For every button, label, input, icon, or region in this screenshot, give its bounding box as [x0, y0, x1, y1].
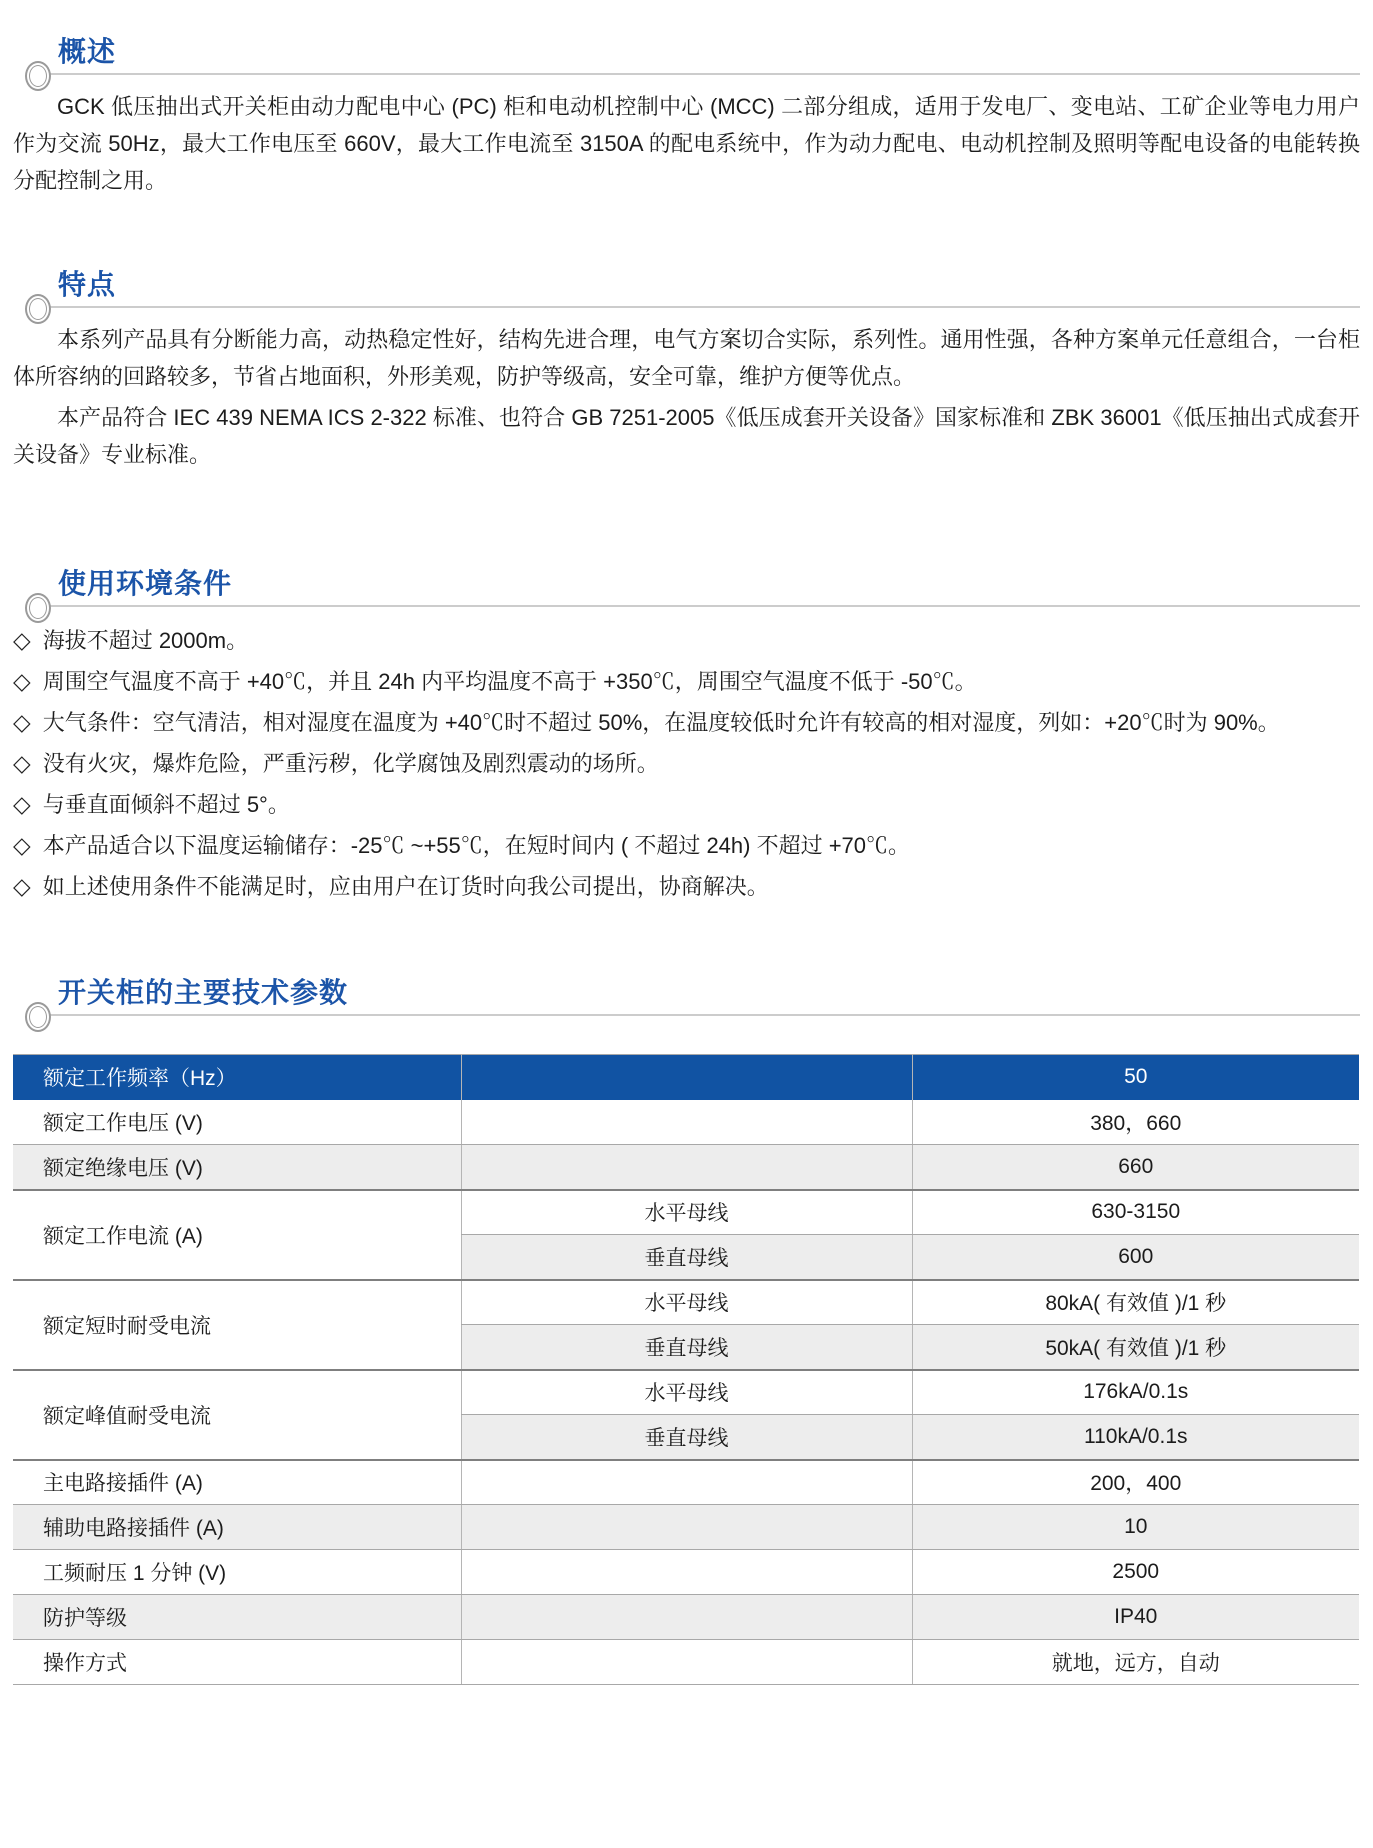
- table-row-aux-plug: [13, 1505, 1359, 1550]
- diamond-bullet-icon: ◇: [13, 750, 31, 776]
- environment-list: [13, 620, 1360, 907]
- table-row-shorttime-horizontal: [13, 1280, 1359, 1325]
- param-label-cell: 工频耐压 1 分钟 (V): [13, 1550, 461, 1595]
- param-value-cell: 176kA/0.1s: [912, 1370, 1359, 1415]
- environment-header: [13, 558, 1360, 606]
- environment-item-text: 大气条件：空气清洁，相对湿度在温度为 +40℃时不超过 50%，在温度较低时允许有较高的相对湿度，列如：+20℃时为 90%。: [42, 710, 1280, 735]
- param-sub-cell: 水平母线: [461, 1280, 912, 1325]
- section-ring-icon: [25, 61, 51, 91]
- environment-title: 使用环境条件: [58, 568, 233, 599]
- environment-item: [13, 825, 1360, 866]
- param-label-cell: 额定工作电流 (A): [13, 1190, 461, 1280]
- section-overview: [13, 26, 1360, 199]
- section-divider: [39, 605, 1360, 607]
- param-sub-cell: [461, 1505, 912, 1550]
- section-ring-icon: [25, 294, 51, 324]
- param-sub-cell: [461, 1640, 912, 1685]
- param-label-cell: 额定工作电压 (V): [13, 1100, 461, 1145]
- table-row-current-horizontal: [13, 1190, 1359, 1235]
- param-value-cell: 50: [912, 1055, 1359, 1100]
- param-label-cell: 额定工作频率（Hz）: [13, 1055, 461, 1100]
- param-label-cell: 操作方式: [13, 1640, 461, 1685]
- diamond-bullet-icon: ◇: [13, 709, 31, 735]
- param-sub-cell: [461, 1100, 912, 1145]
- param-sub-cell: 水平母线: [461, 1370, 912, 1415]
- param-sub-cell: [461, 1145, 912, 1190]
- param-value-cell: 600: [912, 1235, 1359, 1280]
- parameters-title: 开关柜的主要技术参数: [58, 977, 349, 1008]
- param-label-cell: 额定短时耐受电流: [13, 1280, 461, 1370]
- environment-item: [13, 743, 1360, 784]
- param-value-cell: 660: [912, 1145, 1359, 1190]
- section-divider: [39, 1014, 1360, 1016]
- environment-item-text: 海拔不超过 2000m。: [42, 628, 249, 653]
- section-ring-icon: [25, 593, 51, 623]
- overview-header: [13, 26, 1360, 74]
- environment-item: [13, 702, 1360, 743]
- features-paragraph-2: 本产品符合 IEC 439 NEMA ICS 2-322 标准、也符合 GB 7251-2005《低压成套开关设备》国家标准和 ZBK 36001《低压抽出式成套开关设备》专业标准。: [13, 405, 1360, 467]
- param-sub-cell: 水平母线: [461, 1190, 912, 1235]
- param-value-cell: 110kA/0.1s: [912, 1415, 1359, 1460]
- param-label-cell: 额定绝缘电压 (V): [13, 1145, 461, 1190]
- param-sub-cell: 垂直母线: [461, 1325, 912, 1370]
- table-row-protection: [13, 1595, 1359, 1640]
- param-sub-cell: 垂直母线: [461, 1415, 912, 1460]
- section-ring-icon: [25, 1002, 51, 1032]
- section-parameters: [13, 967, 1360, 1685]
- diamond-bullet-icon: ◇: [13, 668, 31, 694]
- features-title: 特点: [58, 269, 117, 300]
- param-value-cell: 2500: [912, 1550, 1359, 1595]
- environment-item-text: 周围空气温度不高于 +40℃，并且 24h 内平均温度不高于 +350℃，周围空气温度不低于 -50℃。: [42, 669, 977, 694]
- section-divider: [39, 306, 1360, 308]
- environment-item-text: 没有火灾，爆炸危险，严重污秽，化学腐蚀及剧烈震动的场所。: [42, 751, 659, 776]
- param-value-cell: 380，660: [912, 1100, 1359, 1145]
- table-row-operation: [13, 1640, 1359, 1685]
- param-value-cell: 200，400: [912, 1460, 1359, 1505]
- environment-item: [13, 620, 1360, 661]
- environment-item: [13, 784, 1360, 825]
- diamond-bullet-icon: ◇: [13, 873, 31, 899]
- param-value-cell: IP40: [912, 1595, 1359, 1640]
- environment-item-text: 如上述使用条件不能满足时，应由用户在订货时向我公司提出，协商解决。: [42, 874, 769, 899]
- param-sub-cell: [461, 1595, 912, 1640]
- features-header: [13, 259, 1360, 307]
- param-label-cell: 防护等级: [13, 1595, 461, 1640]
- param-label-cell: 主电路接插件 (A): [13, 1460, 461, 1505]
- environment-item: [13, 866, 1360, 907]
- param-value-cell: 630-3150: [912, 1190, 1359, 1235]
- environment-item-text: 本产品适合以下温度运输储存：-25℃ ~+55℃，在短时间内 ( 不超过 24h) 不超过 +70℃。: [42, 833, 911, 858]
- param-sub-cell: 垂直母线: [461, 1235, 912, 1280]
- section-divider: [39, 73, 1360, 75]
- param-sub-cell: [461, 1550, 912, 1595]
- param-label-cell: 辅助电路接插件 (A): [13, 1505, 461, 1550]
- section-features: [13, 259, 1360, 473]
- table-row-insulation: [13, 1145, 1359, 1190]
- parameters-header: [13, 967, 1360, 1015]
- param-sub-cell: [461, 1460, 912, 1505]
- table-row-power-freq: [13, 1550, 1359, 1595]
- table-row-main-plug: [13, 1460, 1359, 1505]
- overview-paragraph: GCK 低压抽出式开关柜由动力配电中心 (PC) 柜和电动机控制中心 (MCC) 二部分组成，适用于发电厂、变电站、工矿企业等电力用户作为交流 50Hz，最大工作电压至 660V，最大工作电流至 3150A 的配电系统中，作为动力配电、电动机控制及照明等配电设备的电能转换分配控制之用。: [13, 94, 1360, 193]
- param-value-cell: 50kA( 有效值 )/1 秒: [912, 1325, 1359, 1370]
- section-environment: [13, 558, 1360, 907]
- diamond-bullet-icon: ◇: [13, 627, 31, 653]
- table-row-voltage: [13, 1100, 1359, 1145]
- parameters-table: [13, 1054, 1359, 1685]
- environment-item: [13, 661, 1360, 702]
- param-sub-cell: [461, 1055, 912, 1100]
- overview-title: 概述: [58, 36, 117, 67]
- environment-item-text: 与垂直面倾斜不超过 5°。: [42, 792, 290, 817]
- param-label-cell: 额定峰值耐受电流: [13, 1370, 461, 1460]
- param-value-cell: 80kA( 有效值 )/1 秒: [912, 1280, 1359, 1325]
- param-value-cell: 10: [912, 1505, 1359, 1550]
- table-row-peak-horizontal: [13, 1370, 1359, 1415]
- diamond-bullet-icon: ◇: [13, 791, 31, 817]
- param-value-cell: 就地，远方，自动: [912, 1640, 1359, 1685]
- diamond-bullet-icon: ◇: [13, 832, 31, 858]
- features-paragraph-1: 本系列产品具有分断能力高，动热稳定性好，结构先进合理，电气方案切合实际，系列性。通用性强，各种方案单元任意组合，一台柜体所容纳的回路较多，节省占地面积，外形美观，防护等级高，安全可靠，维护方便等优点。: [13, 327, 1360, 389]
- table-header-row: [13, 1055, 1359, 1100]
